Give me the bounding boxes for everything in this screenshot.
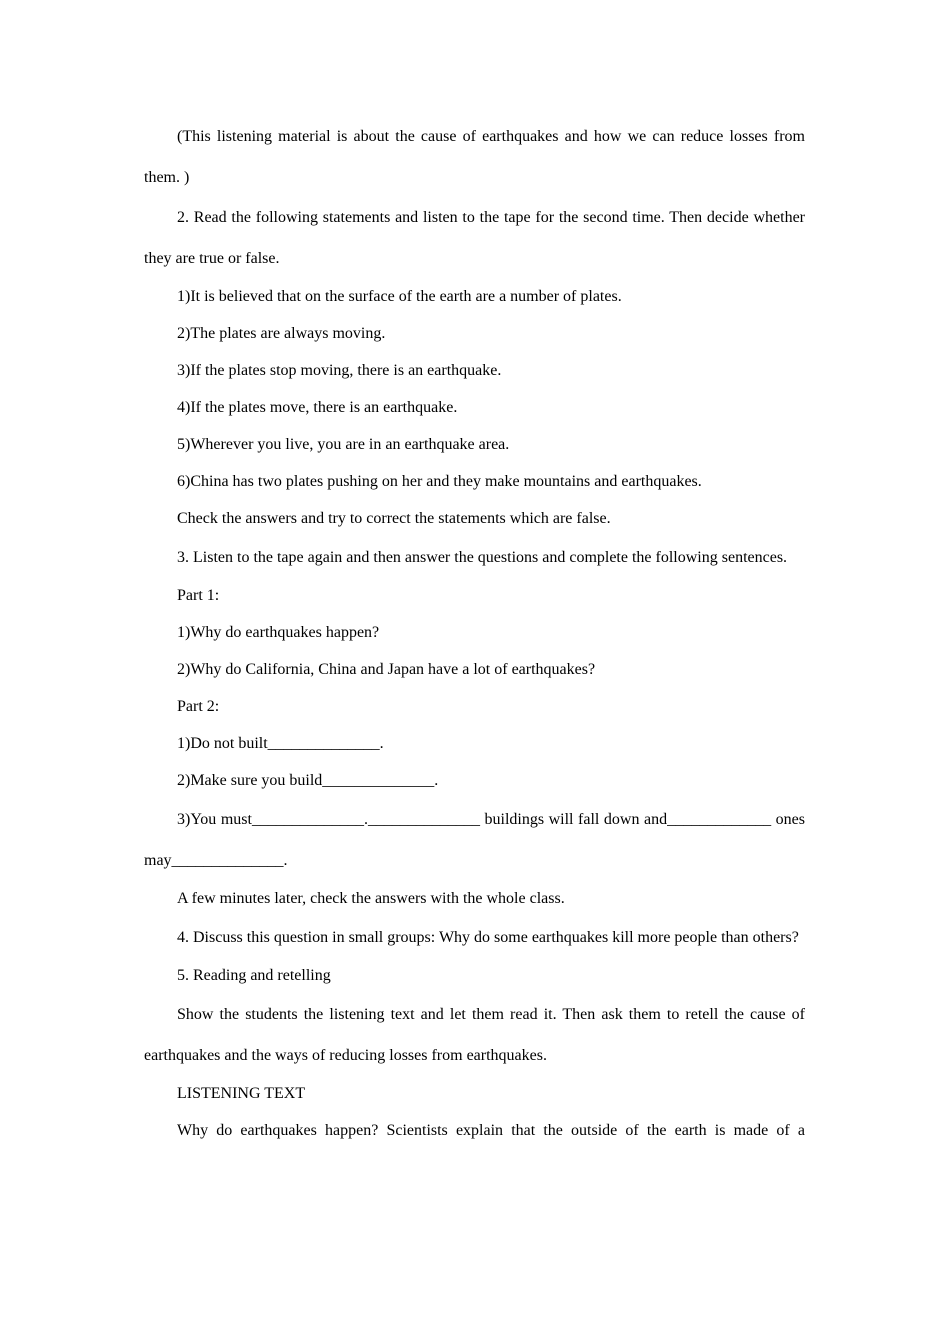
task2-instruction: 2. Read the following statements and listen to the tape for the second time. Then decide whether they are true or false.: [144, 209, 805, 267]
part2-label: Part 2:: [177, 698, 220, 715]
listening-text-opening: Why do earthquakes happen? Scientists explain that the outside of the earth is made of a: [177, 1122, 805, 1139]
part2-item: 1)Do not built______________.: [177, 735, 384, 752]
part2-item: 3)You must______________.______________ buildings will fall down and_____________ ones may______________.: [144, 811, 805, 869]
part1-question: 2)Why do California, China and Japan have a lot of earthquakes?: [177, 661, 596, 678]
listening-text-heading: LISTENING TEXT: [177, 1085, 306, 1102]
task2-statement: 4)If the plates move, there is an earthquake.: [177, 399, 458, 416]
task2-statement: 6)China has two plates pushing on her and they make mountains and earthquakes.: [177, 473, 702, 490]
task3-check: A few minutes later, check the answers with the whole class.: [177, 890, 565, 907]
part1-label: Part 1:: [177, 587, 220, 604]
task3-instruction: 3. Listen to the tape again and then answer the questions and complete the following sentences.: [177, 549, 788, 566]
intro-paragraph: (This listening material is about the cause of earthquakes and how we can reduce losses from them. ): [144, 128, 805, 186]
task2-statement: 3)If the plates stop moving, there is an earthquake.: [177, 362, 502, 379]
task2-statement: 1)It is believed that on the surface of the earth are a number of plates.: [177, 288, 622, 305]
task4-paragraph: 4. Discuss this question in small groups: Why do some earthquakes kill more people than others?: [177, 929, 799, 946]
task2-check: Check the answers and try to correct the statements which are false.: [177, 510, 611, 527]
part2-item: 2)Make sure you build______________.: [177, 772, 439, 789]
task2-statement: 5)Wherever you live, you are in an earthquake area.: [177, 436, 510, 453]
part1-question: 1)Why do earthquakes happen?: [177, 624, 380, 641]
task5-title: 5. Reading and retelling: [177, 967, 331, 984]
task5-body: Show the students the listening text and let them read it. Then ask them to retell the cause of earthquakes and the ways of reducing losses from earthquakes.: [144, 1006, 805, 1064]
task2-statement: 2)The plates are always moving.: [177, 325, 386, 342]
document-page: [144, 123, 805, 1158]
